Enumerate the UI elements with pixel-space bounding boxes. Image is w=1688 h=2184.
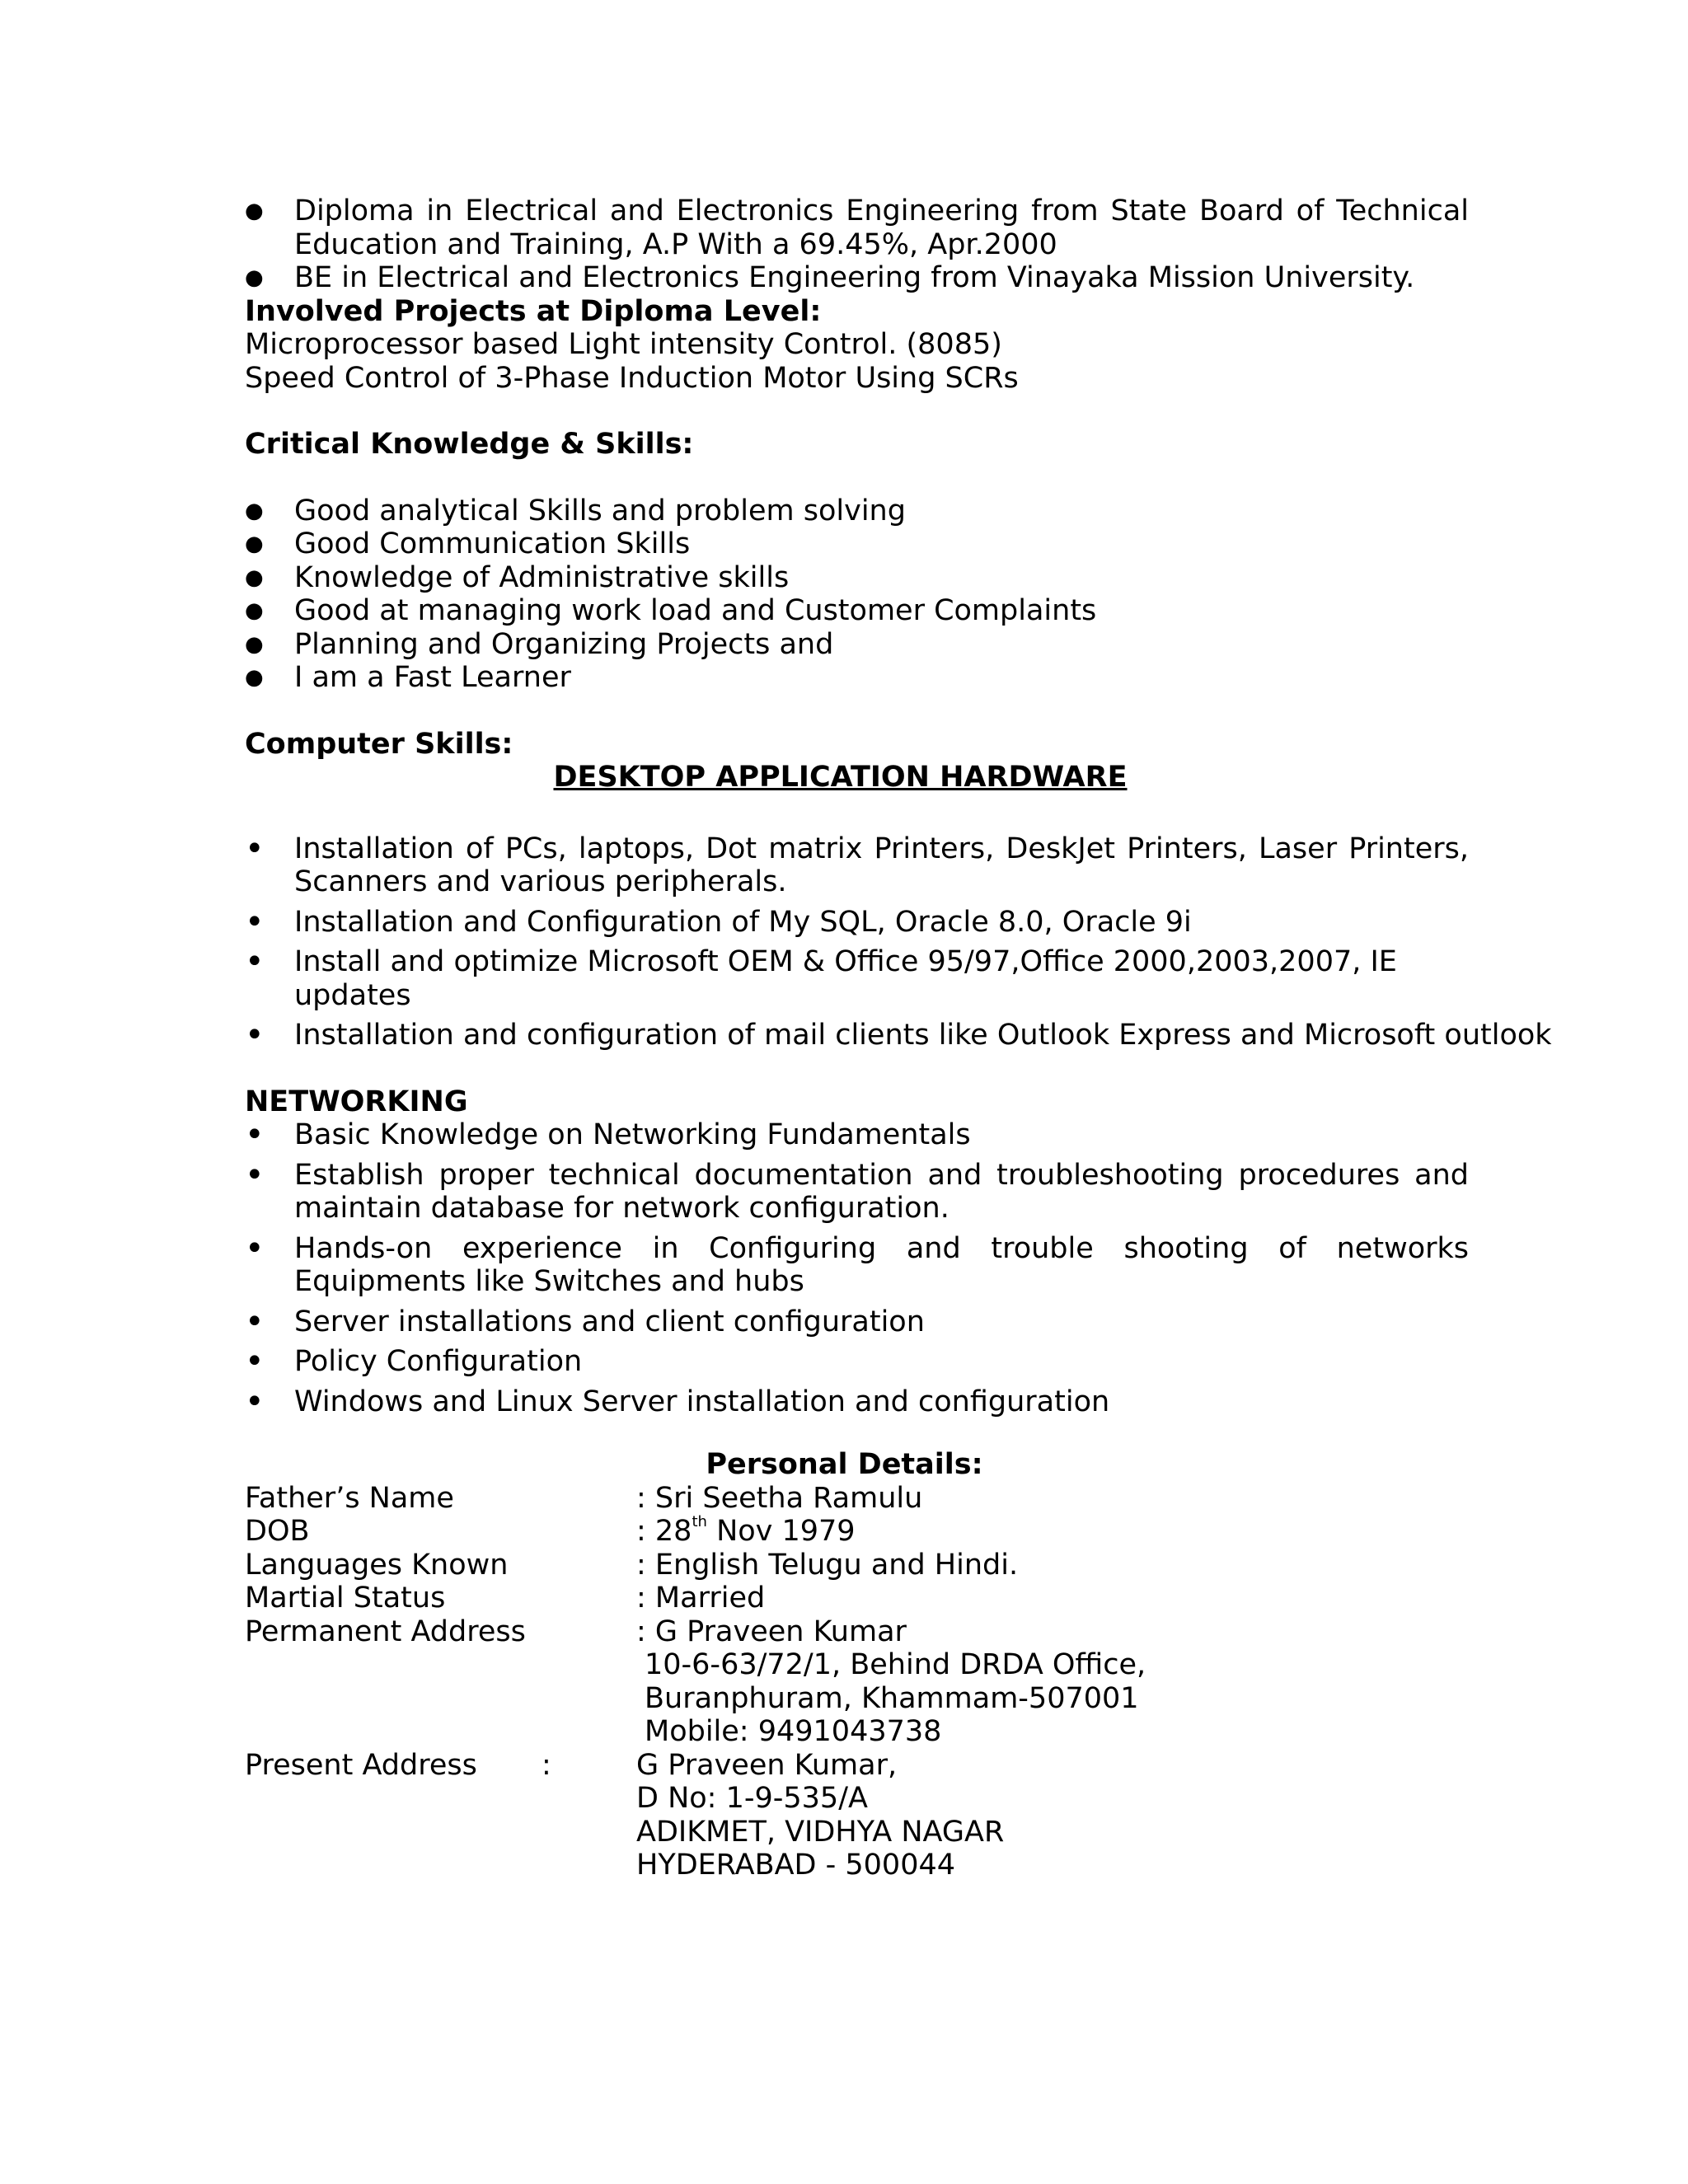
skills-list — [245, 494, 1469, 695]
list-item: • Policy Configuration — [245, 1343, 583, 1380]
computer-skills-heading: Computer Skills: — [245, 727, 513, 761]
bullet-icon: • — [245, 1343, 265, 1380]
bullet-icon: • — [245, 902, 265, 941]
list-item: • Install and optimize Microsoft OEM & Office 95/97,Office 2000,2003,2007, IE updates — [245, 943, 1397, 1012]
list-item: • Installation and configuration of mail clients like Outlook Express and Microsoft outlook — [245, 1016, 1552, 1054]
bullet-icon: • — [245, 1302, 265, 1341]
desktop-hardware-subheading: DESKTOP APPLICATION HARDWARE — [553, 761, 1128, 794]
projects-heading: Involved Projects at Diploma Level: — [245, 294, 822, 328]
present-address-label: Present Address — [245, 1748, 477, 1782]
bullet-icon: • — [245, 1229, 265, 1268]
fathers-name-row — [245, 1482, 1469, 1516]
fathers-name-value: : Sri Seetha Ramulu — [636, 1481, 923, 1515]
bullet-icon: ● — [245, 565, 264, 590]
list-item: ● Planning and Organizing Projects and — [245, 627, 834, 661]
bullet-icon: • — [245, 1382, 265, 1421]
present-address-line: D No: 1-9-535/A — [636, 1782, 868, 1815]
list-item: ● BE in Electrical and Electronics Engineering from Vinayaka Mission University. — [245, 261, 1415, 294]
present-address-line: ADIKMET, VIDHYA NAGAR — [636, 1815, 1005, 1849]
fathers-name-label: Father’s Name — [245, 1481, 454, 1515]
marital-label: Martial Status — [245, 1582, 446, 1615]
languages-row — [245, 1549, 1469, 1582]
list-item: ● Knowledge of Administrative skills — [245, 560, 790, 594]
computer-skills-list — [245, 829, 1552, 1054]
dob-row — [245, 1515, 1469, 1549]
bullet-icon: • — [245, 943, 265, 981]
bullet-icon: ● — [245, 265, 264, 290]
bullet-icon: ● — [245, 598, 264, 623]
bullet-icon: ● — [245, 665, 264, 690]
list-item: ● Good at managing work load and Customer Complaints — [245, 594, 1097, 627]
present-address-line: G Praveen Kumar, — [636, 1748, 898, 1782]
bullet-icon: • — [245, 829, 265, 868]
list-item: • Windows and Linux Server installation and configuration — [245, 1382, 1110, 1421]
networking-list — [245, 1116, 1469, 1421]
list-item: ● Good analytical Skills and problem solving — [245, 494, 906, 527]
personal-details-heading: Personal Details: — [706, 1448, 983, 1481]
bullet-icon: ● — [245, 532, 264, 556]
list-item: • Establish proper technical documentation and troubleshooting procedures and maintain database for network configuration. — [245, 1155, 1469, 1225]
list-item: • Hands-on experience in Configuring and trouble shooting of networks Equipments like Switches and hubs — [245, 1229, 1469, 1298]
list-item: • Installation and Configuration of My SQL, Oracle 8.0, Oracle 9i — [245, 902, 1192, 941]
bullet-icon: ● — [245, 498, 264, 523]
permanent-address-line: Buranphuram, Khammam-507001 — [645, 1681, 1139, 1715]
project-line: Speed Control of 3-Phase Induction Motor Using SCRs — [245, 361, 1019, 395]
dob-label: DOB — [245, 1515, 310, 1548]
list-item: ● Good Communication Skills — [245, 527, 691, 560]
permanent-address-row — [245, 1615, 1469, 1649]
list-item: ● Diploma in Electrical and Electronics Engineering from State Board of Technical Education and Training, A.P With a 69.45%, Apr.2000 — [245, 194, 1469, 261]
bullet-icon: ● — [245, 199, 264, 223]
bullet-icon: • — [245, 1155, 265, 1194]
languages-label: Languages Known — [245, 1548, 509, 1582]
permanent-address-line: Mobile: 9491043738 — [645, 1715, 942, 1748]
resume-content — [245, 194, 1552, 1882]
permanent-address-label: Permanent Address — [245, 1615, 526, 1648]
present-address-colon: : — [542, 1748, 551, 1782]
marital-value: : Married — [636, 1582, 766, 1615]
permanent-address-line: : G Praveen Kumar — [636, 1615, 907, 1648]
project-line: Microprocessor based Light intensity Control. (8085) — [245, 328, 1002, 361]
dob-value: : 28th Nov 1979 — [636, 1513, 856, 1548]
skills-heading: Critical Knowledge & Skills: — [245, 428, 694, 461]
list-item: • Installation of PCs, laptops, Dot matrix Printers, DeskJet Printers, Laser Printers, Scanners and various peripherals. — [245, 829, 1469, 898]
present-address-line: HYDERABAD - 500044 — [636, 1849, 955, 1882]
list-item: • Basic Knowledge on Networking Fundamentals — [245, 1116, 971, 1154]
bullet-icon: ● — [245, 631, 264, 657]
networking-heading: NETWORKING — [245, 1085, 468, 1118]
bullet-icon: • — [245, 1116, 265, 1154]
bullet-icon: • — [245, 1016, 265, 1054]
education-list — [245, 194, 1469, 295]
list-item: ● I am a Fast Learner — [245, 661, 571, 694]
list-item: • Server installations and client configuration — [245, 1302, 925, 1341]
permanent-address-line: 10-6-63/72/1, Behind DRDA Office, — [645, 1648, 1146, 1681]
languages-value: : English Telugu and Hindi. — [636, 1548, 1019, 1582]
present-address-row — [245, 1749, 1469, 1783]
marital-row — [245, 1582, 1469, 1615]
